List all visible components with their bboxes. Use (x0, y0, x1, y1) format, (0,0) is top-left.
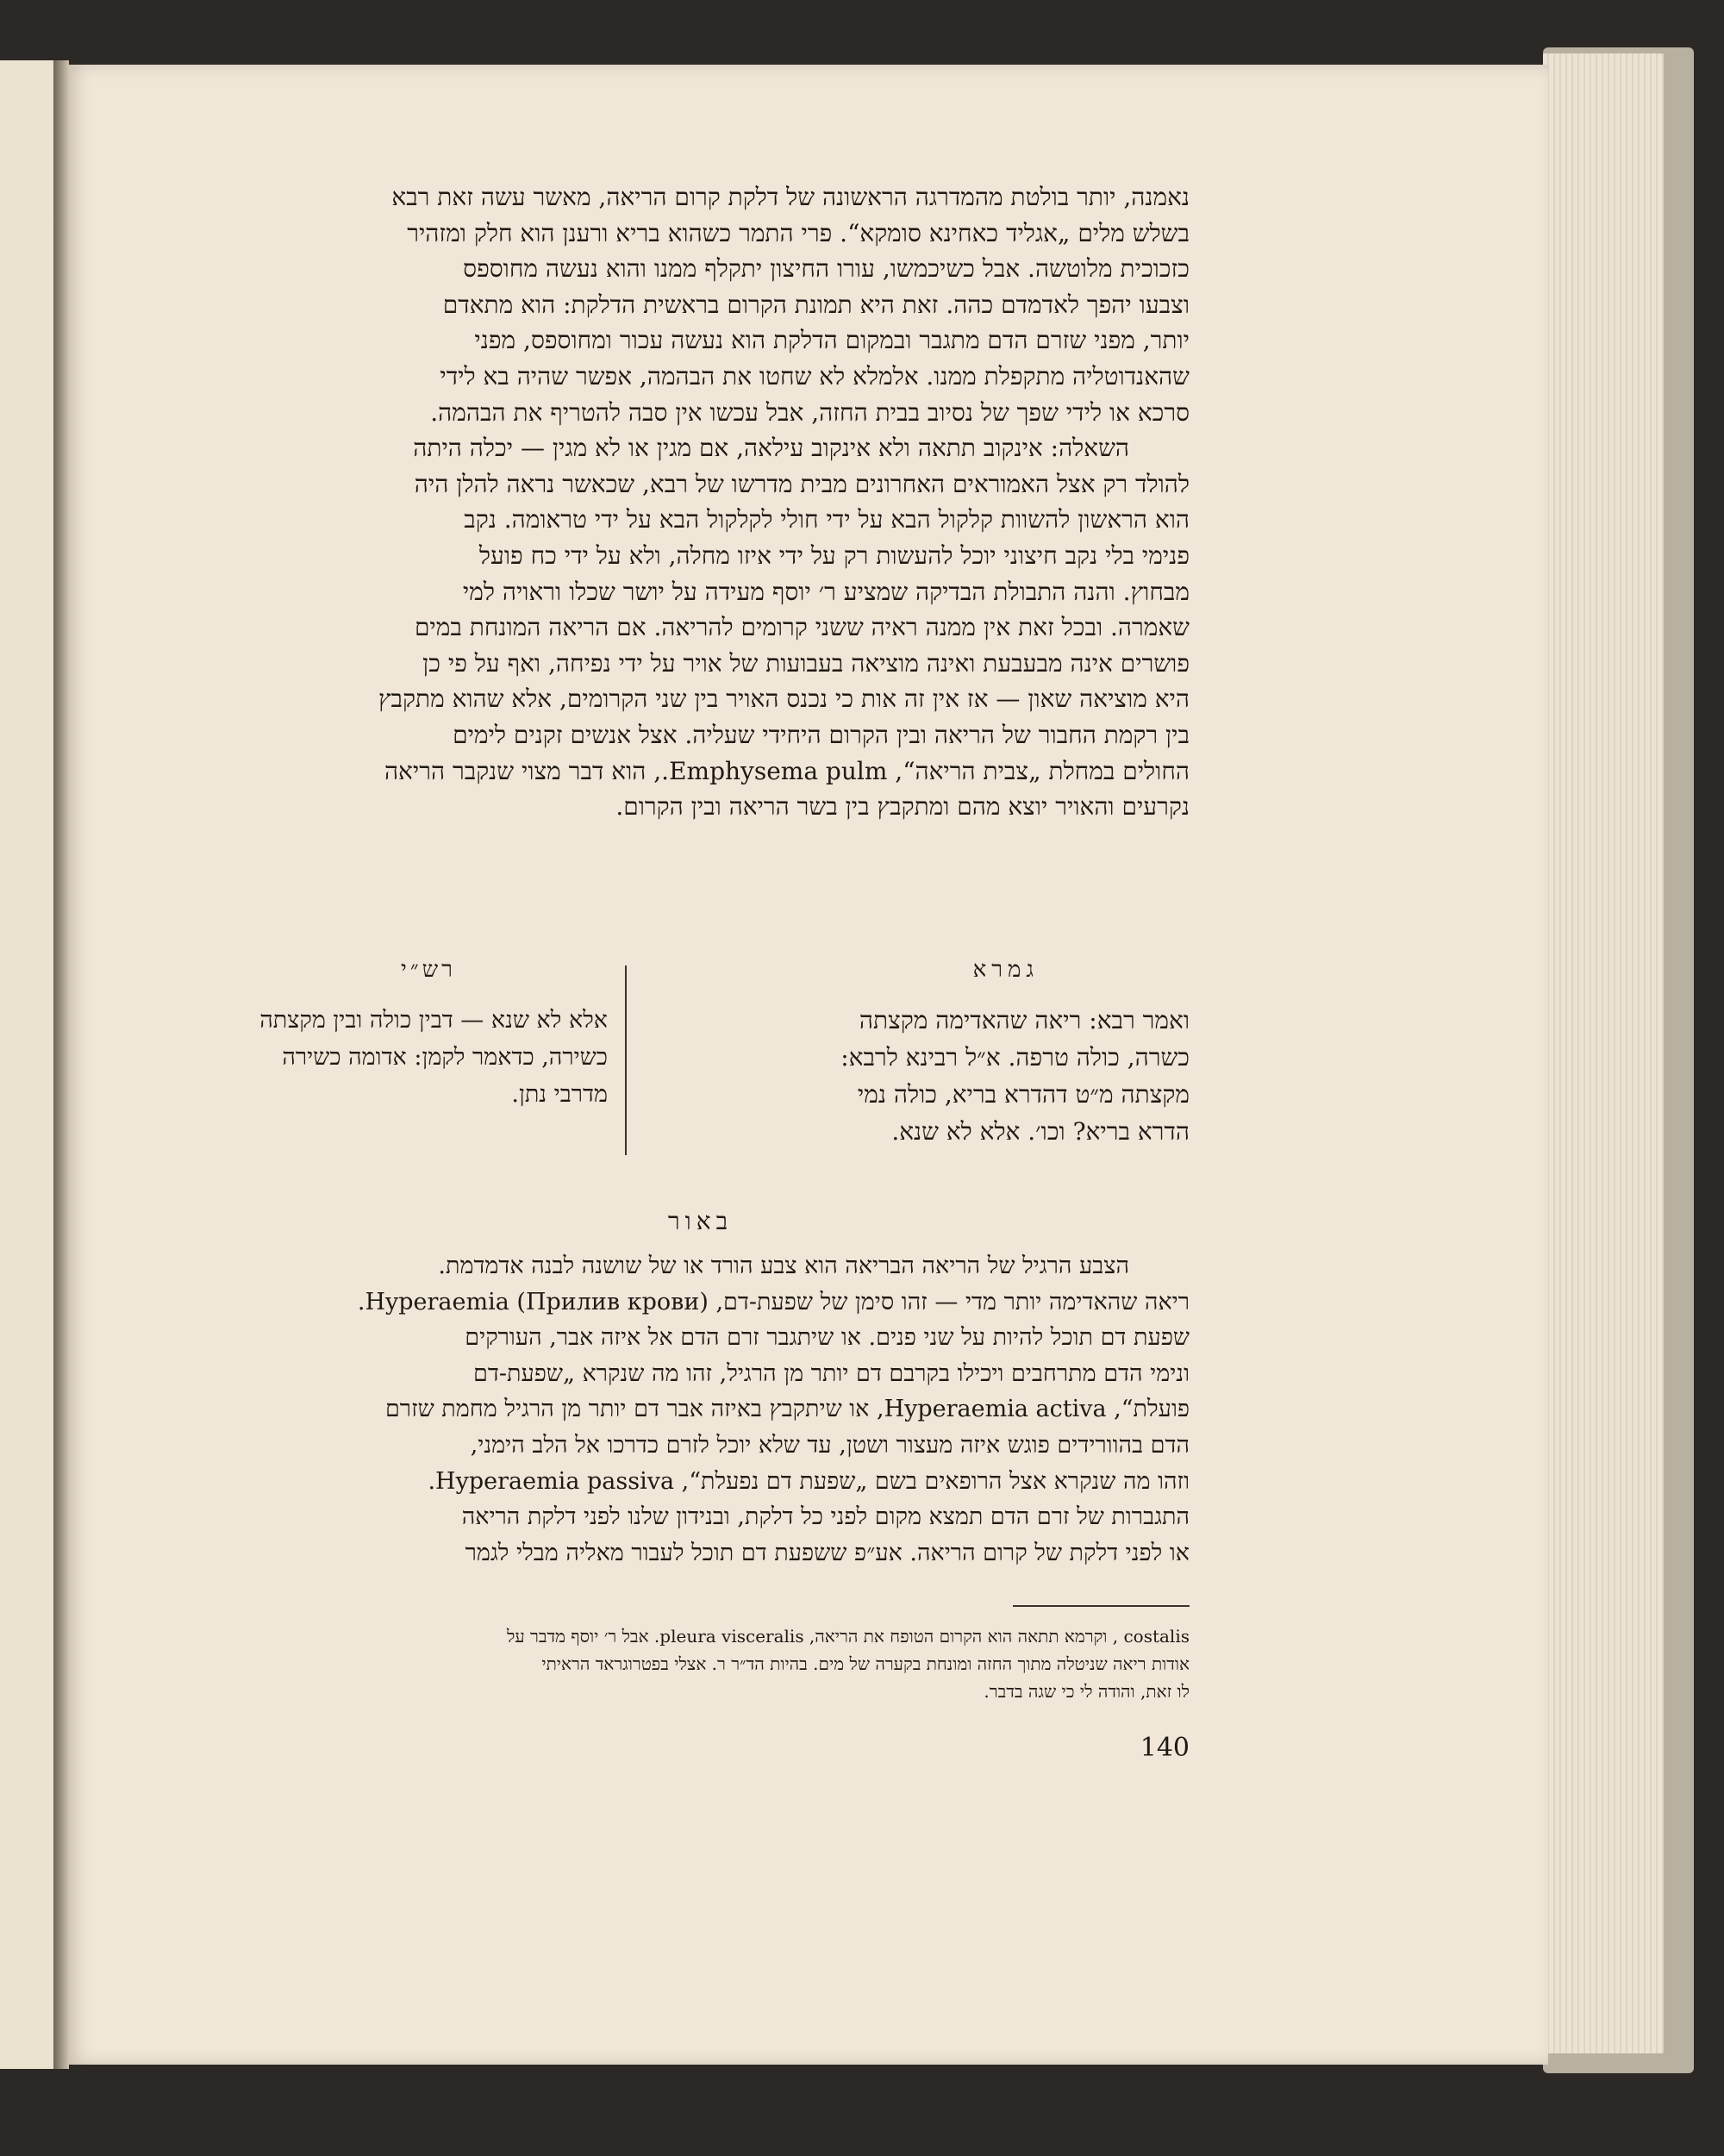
biur-line: פועלת“, Hyperaemia activa, או שיתקבץ באיזה אבר דם יותר מן הרגיל מחמת שזרם (384, 1396, 1190, 1423)
gemara-line: ואמר רבא: ריאה שהאדימה מקצתה (859, 1006, 1190, 1034)
text-line: מבחוץ. והנה התבולת הבדיקה שמציע ר׳ יוסף מעידה על יושר שכלו וראויה למי (462, 577, 1190, 606)
paragraph-1 (211, 179, 1190, 430)
text-line: היא מוציאה שאון — אז אין זה אות כי נכנס האויר בין שני הקרומים, אלא שהוא מתקבץ (378, 684, 1190, 714)
text-line: השאלה: אינקוב תתאה ולא אינקוב עילאה, אם מגין או לא מגין — יכלה היתה (413, 434, 1129, 463)
footnote-line: costalis , וקרמא תתאה הוא הקרום הטופח את הריאה, pleura visceralis. אבל ר׳ יוסף מדבר על (506, 1626, 1190, 1647)
rashi-line: מדרבי נתן. (511, 1081, 608, 1108)
column-divider (625, 966, 627, 1155)
biur-line: וזהו מה שנקרא אצל הרופאים בשם „שפעת דם נפעלת“, Hyperaemia passiva. (428, 1467, 1190, 1495)
left-page-edge (0, 60, 55, 2069)
page-number: 140 (1140, 1733, 1190, 1763)
text-line: בין רקמת החבור של הריאה ובין הקרום היחידי שעליה. אצל אנשים זקנים לימים (453, 720, 1190, 749)
text-line: נאמנה, יותר בולטת מהמדרגה הראשונה של דלקת קרום הריאה, מאשר עשה זאת רבא (391, 183, 1190, 211)
text-line: החולים במחלת „צבית הריאה“, Emphysema pulm., הוא דבר מצוי שנקבר הריאה (384, 756, 1190, 785)
biur-text (211, 1248, 1190, 1571)
biur-line: ונימי הדם מתרחבים ויכילו בקרבם דם יותר מן הרגיל, זהו מה שנקרא „שפעת-דם (473, 1359, 1190, 1387)
rashi-line: אלא לא שנא — דבין כולה ובין מקצתה (259, 1007, 608, 1034)
biur-line: התגברות של זרם הדם תמצא מקום לפני כל דלקת, ובנידון שלנו לפני דלקת הריאה (461, 1503, 1190, 1531)
biur-line: ריאה שהאדימה יותר מדי — זהו סימן של שפעת-דם, Hyperaemia (Прилив крови). (357, 1288, 1190, 1315)
text-line: וצבעו יהפך לאדמדם כהה. זאת היא תמונת הקרום בראשית הדלקת: הוא מתאדם (442, 290, 1190, 319)
biur-line: הצבע הרגיל של הריאה הבריאה הוא צבע הורד או של שושנה לבנה אדמדמת. (438, 1253, 1129, 1279)
gemara-heading: גמרא (972, 957, 1039, 983)
text-line: יותר, מפני שזרם הדם מתגבר ובמקום הדלקת הוא נעשה עכור ומחוספס, מפני (474, 326, 1190, 355)
rashi-line: כשירה, כדאמר לקמן: אדומה כשירה (282, 1044, 608, 1071)
gemara-line: כשרה, כולה טרפה. א״ל רבינא לרבא: (840, 1043, 1190, 1072)
text-line: הוא הראשון להשוות קלקול הבא על ידי חולי לקלקול הבא על ידי טראומה. נקב (464, 505, 1190, 534)
rashi-heading: רש״י (401, 957, 456, 983)
biur-line: הדם בהוורידים פוגש איזה מעצור ושטן, עד שלא יוכל לזרם כדרכו אל הלב הימני, (470, 1431, 1190, 1459)
text-line: כזכוכית מלוטשה. אבל כשיכמשו, עורו החיצון יתקלף ממנו והוא נעשה מחוספס (463, 254, 1190, 284)
text-line: בשלש מלים „אגליד כאחינא סומקא“. פרי התמר כשהוא בריא ורענן הוא חלק ומזהיר (407, 218, 1190, 247)
rashi-column (211, 1002, 608, 1113)
text-line: נקרעים והאויר יוצא מהם ומתקבץ בין בשר הריאה ובין הקרום. (615, 792, 1190, 822)
footnote-line: לו זאת, והודה לי כי שגה בדבר. (984, 1681, 1190, 1702)
text-line: להולד רק אצל האמוראים האחרונים מבית מדרשו של רבא, שכאשר נראה להלן היה (414, 469, 1190, 498)
text-line: פנימי בלי נקב חיצוני יוכל להעשות רק על ידי איזו מחלה, ולא על ידי כח פועל (478, 541, 1190, 570)
column-headings (211, 957, 1190, 991)
gemara-line: מקצתה מ״ט דהדרא בריא, כולה נמי (857, 1080, 1190, 1109)
gemara-column (642, 1002, 1190, 1150)
biur-heading: באור (667, 1207, 734, 1235)
text-line: פושרים אינה מבעבעת ואינה מוציאה בעבועות של אויר על ידי נפיחה, ואף על פי כן (422, 648, 1190, 678)
book-gutter (53, 60, 69, 2069)
biur-line: או לפני דלקת של קרום הריאה. אע״פ ששפעת דם תוכל לעבור מאליה מבלי לגמר (465, 1539, 1190, 1566)
text-line: שאמרה. ובכל זאת אין ממנה ראיה ששני קרומים להריאה. אם הריאה המונחת במים (414, 613, 1190, 642)
footnote-line: אודות ריאה שניטלה מתוך החזה ומונחת בקערה של מים. בהיות הד״ר ר. אצלי בפטרוגראד הראיתי (541, 1653, 1190, 1674)
biur-line: שפעת דם תוכל להיות על שני פנים. או שיתגבר זרם הדם אל איזה אבר, העורקים (465, 1324, 1190, 1352)
footnote-rule (1013, 1605, 1190, 1607)
paragraph-2 (211, 430, 1190, 825)
gemara-line: הדרא בריא? וכו׳. אלא לא שנא. (891, 1117, 1190, 1146)
footnote (211, 1622, 1190, 1705)
text-line: שהאנדוטליה מתקפלת ממנו. אלמלא לא שחטו את הבהמה, אפשר שהיה בא לידי (440, 361, 1190, 391)
page-stack-edge (1543, 53, 1664, 2053)
main-text (211, 179, 1190, 825)
text-line: סרכא או לידי שפך של נסיוב בבית החזה, אבל עכשו אין סבה להטריף את הבהמה. (430, 397, 1190, 427)
